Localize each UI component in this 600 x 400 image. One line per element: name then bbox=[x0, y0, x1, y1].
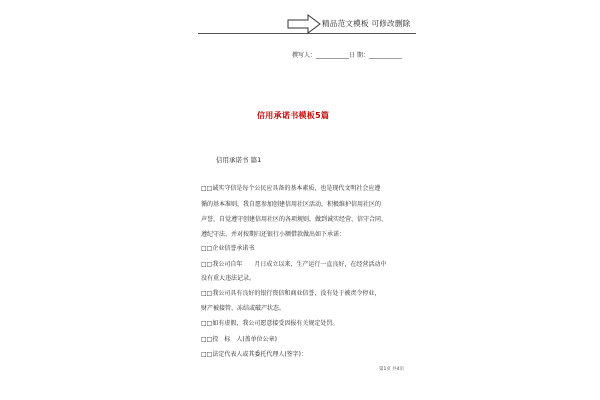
paragraph-line: □□法定代表人或其委托代理人(签字)： bbox=[201, 351, 308, 358]
arrow-icon bbox=[287, 14, 321, 34]
paragraph-line: 循的基本准则，我自愿参加创建信用社区活动，积极维护信用社区的 bbox=[201, 201, 382, 208]
paragraph-line: □□企业信誉承诺书 bbox=[201, 245, 255, 252]
paragraph-line: □□如有虚假，我公司愿意接受因报有关规定处罚。 bbox=[201, 320, 339, 327]
paragraph-line: □□投 标 人(盖单位公章) bbox=[201, 336, 278, 343]
paragraph-line: □□我公司自年 月日成立以来，生产运行一直良好，在经营活动中 bbox=[201, 261, 387, 268]
document-title: 信用承诺书模板5篇 bbox=[257, 111, 330, 120]
paragraph-line: 财产被接管、冻结或破产状态。 bbox=[201, 305, 286, 312]
section-heading: 信用承诺书 篇1 bbox=[216, 156, 262, 164]
paragraph-line: 遵纪守法、并对按期归还银行小额借款做出如下承诺： bbox=[201, 231, 346, 238]
paragraph-line: 没有重大违法记录。 bbox=[201, 275, 256, 282]
author-date-line: 撰写人：___________日 期：___________ bbox=[292, 52, 402, 59]
header-divider bbox=[198, 33, 416, 34]
paragraph-line: □□我公司具有良好的银行资信和商业信誉，没有处于被责令停业， bbox=[201, 290, 381, 297]
paragraph-line: □□诚实守信是每个公民应具备的基本素质，也是现代文明社会应遵 bbox=[201, 185, 381, 192]
template-note: 精品范文模板 可修改删除 bbox=[322, 19, 411, 28]
paragraph-line: 声誉，自觉遵守创建信用社区的各项规则，做到诚实经营、信守合同、 bbox=[201, 216, 388, 223]
page-number: 第1页 共4页 bbox=[379, 367, 405, 372]
